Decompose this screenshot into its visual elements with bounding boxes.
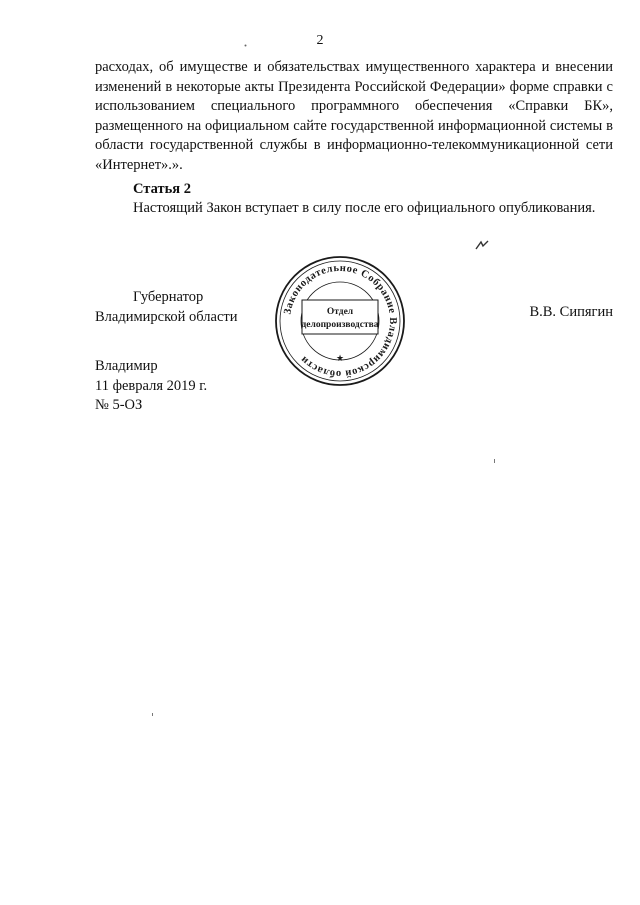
seal-ring-text: Законодательное Собрание Владимирской области xyxy=(282,262,399,380)
scan-speck xyxy=(244,44,247,47)
pen-mark xyxy=(475,240,489,250)
governor-title-line-1: Губернатор xyxy=(133,289,204,305)
article-heading: Статья 2 xyxy=(133,181,191,197)
place-and-date xyxy=(95,357,207,416)
seal-center-line-2: делопроизводства xyxy=(301,320,379,330)
governor-title xyxy=(95,288,238,327)
signing-date: 11 февраля 2019 г. xyxy=(95,377,208,394)
law-text-paragraph: расходах, об имуществе и обязательствах имущественного характера и внесении изменений в некоторые акты Президента Российской Федерации» форме справки с использованием специального программного обеспечения «Справки БК», размещенного на официальном сайте государственной информационной системы в области государственной службы в информационно-телекоммуникационной сети «Интернет».». xyxy=(95,59,613,173)
seal-star: ★ xyxy=(336,353,345,363)
page-number: 2 xyxy=(316,33,324,48)
official-seal xyxy=(272,253,408,389)
law-number: № 5-ОЗ xyxy=(95,397,143,414)
seal-center-line-1: Отдел xyxy=(326,307,354,317)
article-text: Настоящий Закон вступает в силу после его официального опубликования. xyxy=(133,200,596,216)
scan-speck xyxy=(152,713,154,716)
governor-title-line-2: Владимирской области xyxy=(95,308,238,325)
scan-speck xyxy=(494,459,496,463)
governor-name: В.В. Сипягин xyxy=(529,304,613,320)
city-name: Владимир xyxy=(95,358,158,374)
